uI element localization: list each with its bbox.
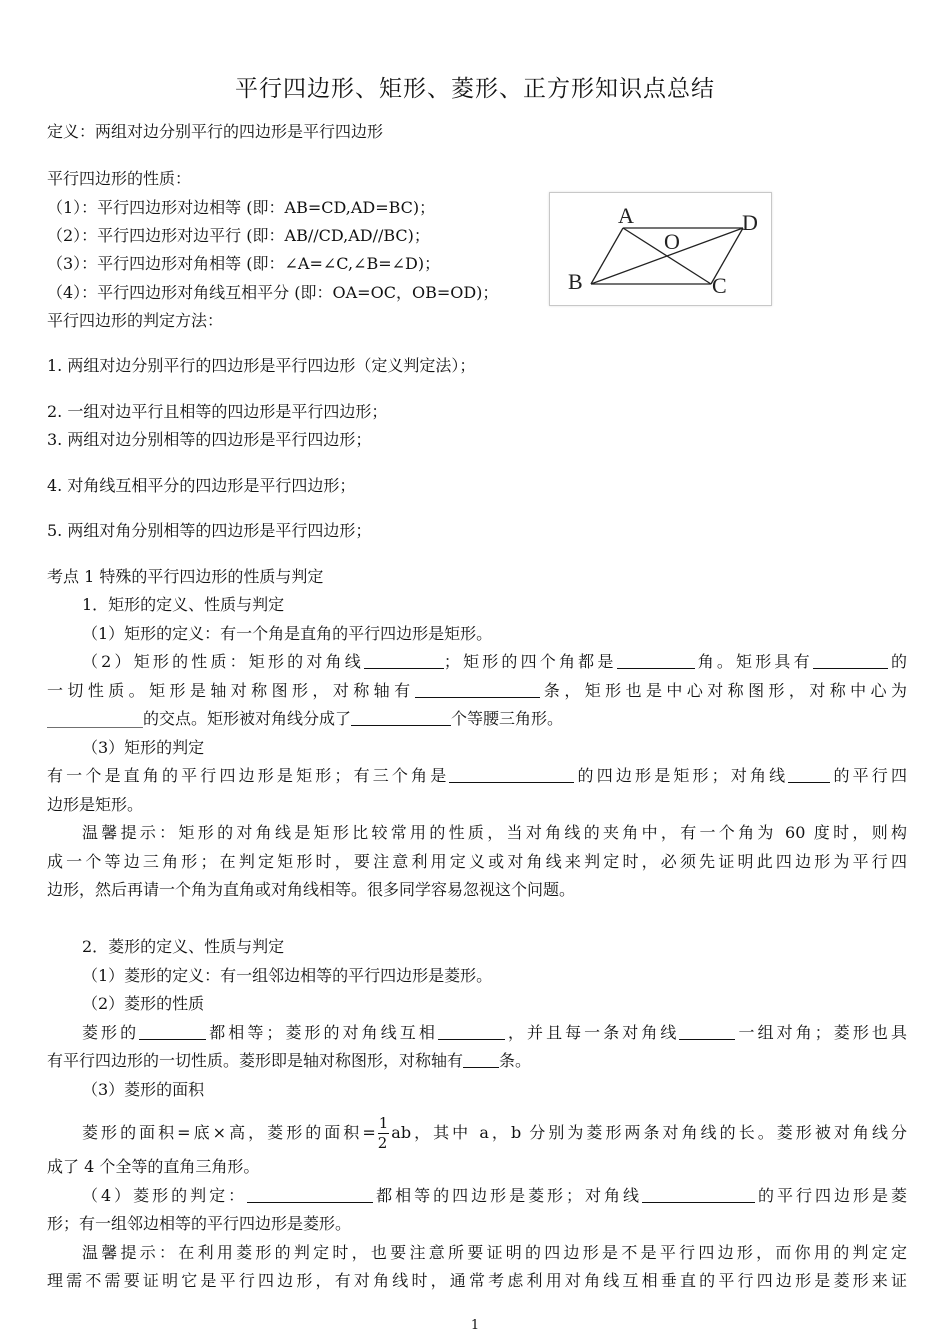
text: （2）矩形的性质：矩形的对角线 bbox=[82, 652, 364, 671]
rhombus-tip bbox=[47, 1243, 907, 1263]
rectangle-property-line bbox=[47, 681, 907, 701]
fraction-numerator: 1 bbox=[378, 1114, 389, 1132]
fill-blank bbox=[438, 1023, 505, 1040]
text: 有一个是直角的平行四边形是矩形；有三个角是 bbox=[47, 766, 450, 785]
text: 菱形的 bbox=[82, 1023, 140, 1042]
judgement-item: 2. 一组对边平行且相等的四边形是平行四边形； bbox=[47, 402, 388, 421]
text: 都相等的四边形是菱形；对角线 bbox=[373, 1186, 643, 1205]
judgement-item: 5. 两组对角分别相等的四边形是平行四边形； bbox=[47, 521, 372, 540]
label-c: C bbox=[712, 273, 727, 298]
rhombus-area-line bbox=[47, 1116, 907, 1151]
fill-blank bbox=[813, 652, 888, 669]
parallelogram-figure bbox=[549, 192, 772, 306]
fill-blank bbox=[463, 1051, 499, 1068]
rhombus-property-line bbox=[47, 1023, 907, 1043]
rhombus-definition: （1）菱形的定义：有一组邻边相等的平行四边形是菱形。 bbox=[82, 966, 493, 985]
text: 菱形的面积=底×高，菱形的面积= bbox=[82, 1123, 376, 1142]
fill-blank bbox=[788, 766, 830, 783]
rectangle-tip: 成一个等边三角形；在判定矩形时，要注意利用定义或对角线来判定时，必须先证明此四边形为平行四 bbox=[47, 852, 907, 871]
text: ____________ bbox=[47, 709, 143, 728]
text: 的交点。矩形被对角线分成了 bbox=[143, 709, 352, 728]
text: 一组对角；菱形也具 bbox=[735, 1023, 907, 1042]
fill-blank bbox=[364, 652, 444, 669]
fill-blank bbox=[617, 652, 695, 669]
rectangle-judge-line: 边形是矩形。 bbox=[47, 795, 144, 814]
label-o: O bbox=[664, 229, 680, 254]
property-item: （2）：平行四边形对边平行 (即：AB//CD,AD//BC)； bbox=[47, 226, 430, 245]
text: 都相等；菱形的对角线互相 bbox=[206, 1023, 438, 1042]
text: ；矩形的四个角都是 bbox=[443, 652, 617, 671]
judgement-heading: 平行四边形的判定方法： bbox=[47, 311, 224, 330]
text: 个等腰三角形。 bbox=[451, 709, 564, 728]
label-a: A bbox=[618, 203, 634, 228]
text: ab，其中 a，b 分别为菱形两条对角线的长。菱形被对角线分 bbox=[391, 1123, 907, 1142]
fill-blank bbox=[351, 709, 451, 726]
text: 的平行四 bbox=[830, 766, 907, 785]
judgement-item: 4. 对角线互相平分的四边形是平行四边形； bbox=[47, 476, 356, 495]
rectangle-definition: （1）矩形的定义：有一个角是直角的平行四边形是矩形。 bbox=[82, 624, 493, 643]
rhombus-area-line: 成了 4 个全等的直角三角形。 bbox=[47, 1157, 260, 1176]
properties-heading: 平行四边形的性质： bbox=[47, 169, 192, 188]
property-item: （4）：平行四边形对角线互相平分 (即：OA=OC，OB=OD)； bbox=[47, 283, 499, 302]
rhombus-tip: 理需不需要证明它是平行四边形，有对角线时，通常考虑利用对角线互相垂直的平行四边形是菱形来证 bbox=[47, 1271, 907, 1290]
fill-blank bbox=[449, 766, 574, 783]
rectangle-tip: 边形，然后再请一个角为直角或对角线相等。很多同学容易忽视这个问题。 bbox=[47, 880, 576, 899]
section-heading: 考点 1 特殊的平行四边形的性质与判定 bbox=[47, 567, 324, 586]
text: 温馨提示：在利用菱形的判定时，也要注意所要证明的四边形是不是平行四边形，而你用的判定定 bbox=[82, 1243, 907, 1262]
rectangle-judge-heading: （3）矩形的判定 bbox=[82, 738, 205, 757]
text: 有平行四边形的一切性质。菱形即是轴对称图形，对称轴有 bbox=[47, 1051, 464, 1070]
fraction-denominator: 2 bbox=[377, 1134, 388, 1152]
rectangle-property-line bbox=[47, 709, 563, 729]
judgement-item: 3. 两组对边分别相等的四边形是平行四边形； bbox=[47, 430, 372, 449]
rectangle-tip bbox=[47, 823, 907, 843]
text: 条，矩形也是中心对称图形，对称中心为 bbox=[539, 681, 907, 700]
rectangle-property-line bbox=[47, 652, 907, 672]
text: ，并且每一条对角线 bbox=[504, 1023, 680, 1042]
fill-blank bbox=[415, 681, 540, 698]
fill-blank bbox=[139, 1023, 206, 1040]
rhombus-judge-line: 形；有一组邻边相等的平行四边形是菱形。 bbox=[47, 1214, 352, 1233]
rhombus-property-line bbox=[47, 1051, 531, 1071]
rhombus-property-heading: （2）菱形的性质 bbox=[82, 994, 205, 1013]
property-item: （3）：平行四边形对角相等 (即：∠A=∠C,∠B=∠D)； bbox=[47, 254, 441, 273]
label-d: D bbox=[742, 210, 758, 235]
text: 温馨提示：矩形的对角线是矩形比较常用的性质，当对角线的夹角中，有一个角为 60 度时，则构 bbox=[82, 823, 907, 842]
judgement-item: 1. 两组对边分别平行的四边形是平行四边形（定义判定法）； bbox=[47, 356, 476, 375]
text: 一切性质。矩形是轴对称图形，对称轴有 bbox=[47, 681, 415, 700]
definition-text: 定义：两组对边分别平行的四边形是平行四边形 bbox=[47, 122, 384, 141]
rhombus-heading: 2．菱形的定义、性质与判定 bbox=[82, 937, 285, 956]
text: 的平行四边形是菱 bbox=[755, 1186, 907, 1205]
text: （4）菱形的判定： bbox=[82, 1186, 248, 1205]
text: 条。 bbox=[499, 1051, 532, 1070]
edge-ab bbox=[591, 228, 623, 284]
property-item: （1）：平行四边形对边相等 (即：AB=CD,AD=BC)； bbox=[47, 198, 436, 217]
rhombus-judge-line bbox=[47, 1186, 907, 1206]
page-number: 1 bbox=[470, 1318, 480, 1333]
fill-blank bbox=[247, 1186, 373, 1203]
rectangle-heading: 1．矩形的定义、性质与判定 bbox=[82, 595, 285, 614]
text: 的 bbox=[887, 652, 907, 671]
parallelogram-diagram bbox=[550, 193, 771, 305]
rhombus-area-heading: （3）菱形的面积 bbox=[82, 1080, 205, 1099]
fraction-one-half bbox=[378, 1116, 390, 1151]
fill-blank bbox=[679, 1023, 735, 1040]
fill-blank bbox=[642, 1186, 755, 1203]
page-title: 平行四边形、矩形、菱形、正方形知识点总结 bbox=[235, 76, 715, 102]
text: 的四边形是矩形；对角线 bbox=[574, 766, 789, 785]
rectangle-judge-line bbox=[47, 766, 907, 786]
text: 角。矩形具有 bbox=[694, 652, 813, 671]
label-b: B bbox=[568, 269, 583, 294]
